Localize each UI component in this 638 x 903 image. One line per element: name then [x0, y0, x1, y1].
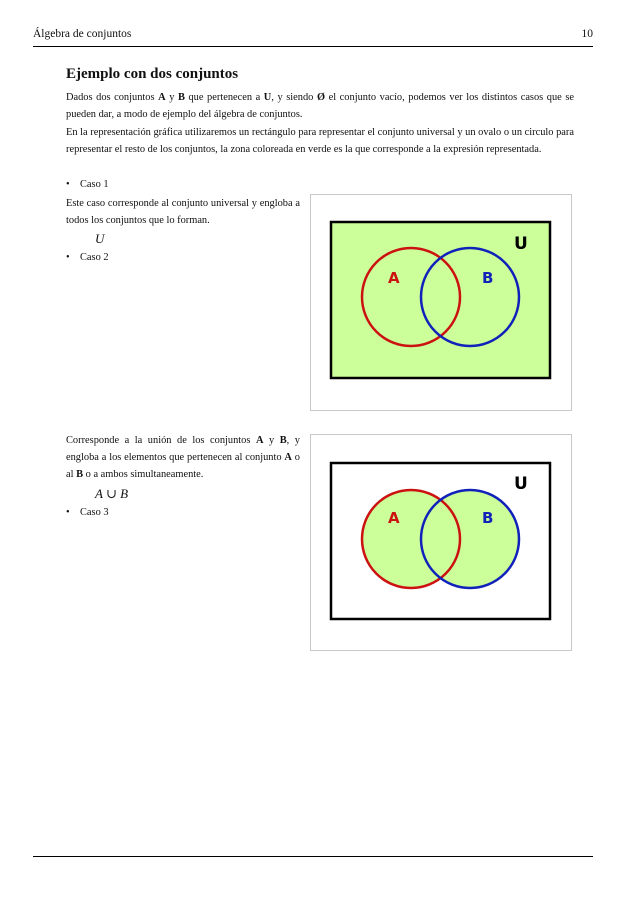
set-name-a: A: [284, 452, 292, 463]
case-1-expression: U: [95, 231, 105, 246]
case-2-label: Caso 2: [80, 252, 109, 263]
case-1-description: Este caso corresponde al conjunto universal y engloba a todos los conjuntos que lo forman.: [66, 198, 300, 226]
text-run: o a ambos simultaneamente.: [83, 469, 204, 480]
running-header-title: Álgebra de conjuntos: [33, 28, 132, 40]
text-run: el conjunto vacío, podemos ver los distintos casos que se pueden dar, a modo de ejemplo del álgebra de conjuntos.: [66, 92, 575, 120]
case-3-label: Caso 3: [80, 507, 109, 518]
empty-set-symbol: Ø: [316, 92, 326, 103]
running-header: [33, 28, 593, 47]
section-title: Ejemplo con dos conjuntos: [66, 66, 239, 82]
case-2-expression: A ∪ B: [95, 486, 129, 501]
venn-figure-union: [310, 434, 572, 651]
footer-rule: [33, 856, 593, 857]
text-run: que pertenecen a: [184, 92, 264, 103]
page-number: 10: [581, 28, 593, 40]
bullet-dot: •: [66, 252, 70, 263]
bullet-dot: •: [66, 179, 70, 190]
universe-label: U: [514, 234, 528, 254]
venn-diagram-universe: [311, 195, 571, 410]
case-1-bullet: [66, 176, 109, 193]
case-3-bullet: [66, 504, 109, 521]
text-run: Dados dos conjuntos: [66, 92, 159, 103]
venn-figure-universe: [310, 194, 572, 411]
text-run: y: [263, 435, 280, 446]
venn-diagram-union: [311, 435, 571, 650]
set-a-label: A: [388, 269, 400, 287]
set-name-b: B: [177, 92, 185, 103]
case-2-bullet: [66, 249, 109, 266]
case-2-description: [66, 432, 300, 483]
set-name-b: B: [279, 435, 287, 446]
text-run: y: [165, 92, 178, 103]
set-name-b: B: [76, 469, 84, 480]
set-name-u: U: [263, 92, 272, 103]
text-run: , y siendo: [271, 92, 317, 103]
intro-paragraph-1: [66, 89, 574, 123]
set-name-a: A: [158, 92, 166, 103]
universe-label: U: [514, 474, 528, 494]
text-run: Corresponde a la unión de los conjuntos: [66, 435, 256, 446]
set-a-label: A: [388, 509, 400, 527]
case-1-label: Caso 1: [80, 179, 109, 190]
set-name-a: A: [255, 435, 264, 446]
set-b-label: B: [482, 509, 494, 527]
bullet-dot: •: [66, 507, 70, 518]
text-run: o al: [66, 452, 300, 480]
text-run: , y engloba a los elementos que pertenecen al conjunto: [66, 435, 300, 463]
set-b-label: B: [482, 269, 494, 287]
intro-paragraph-2: En la representación gráfica utilizaremos un rectángulo para representar el conjunto universal y un ovalo o un circulo para representar el resto de los conjuntos, la zona coloreada en verde es la que corresponde a la expresión representada.: [66, 127, 574, 155]
